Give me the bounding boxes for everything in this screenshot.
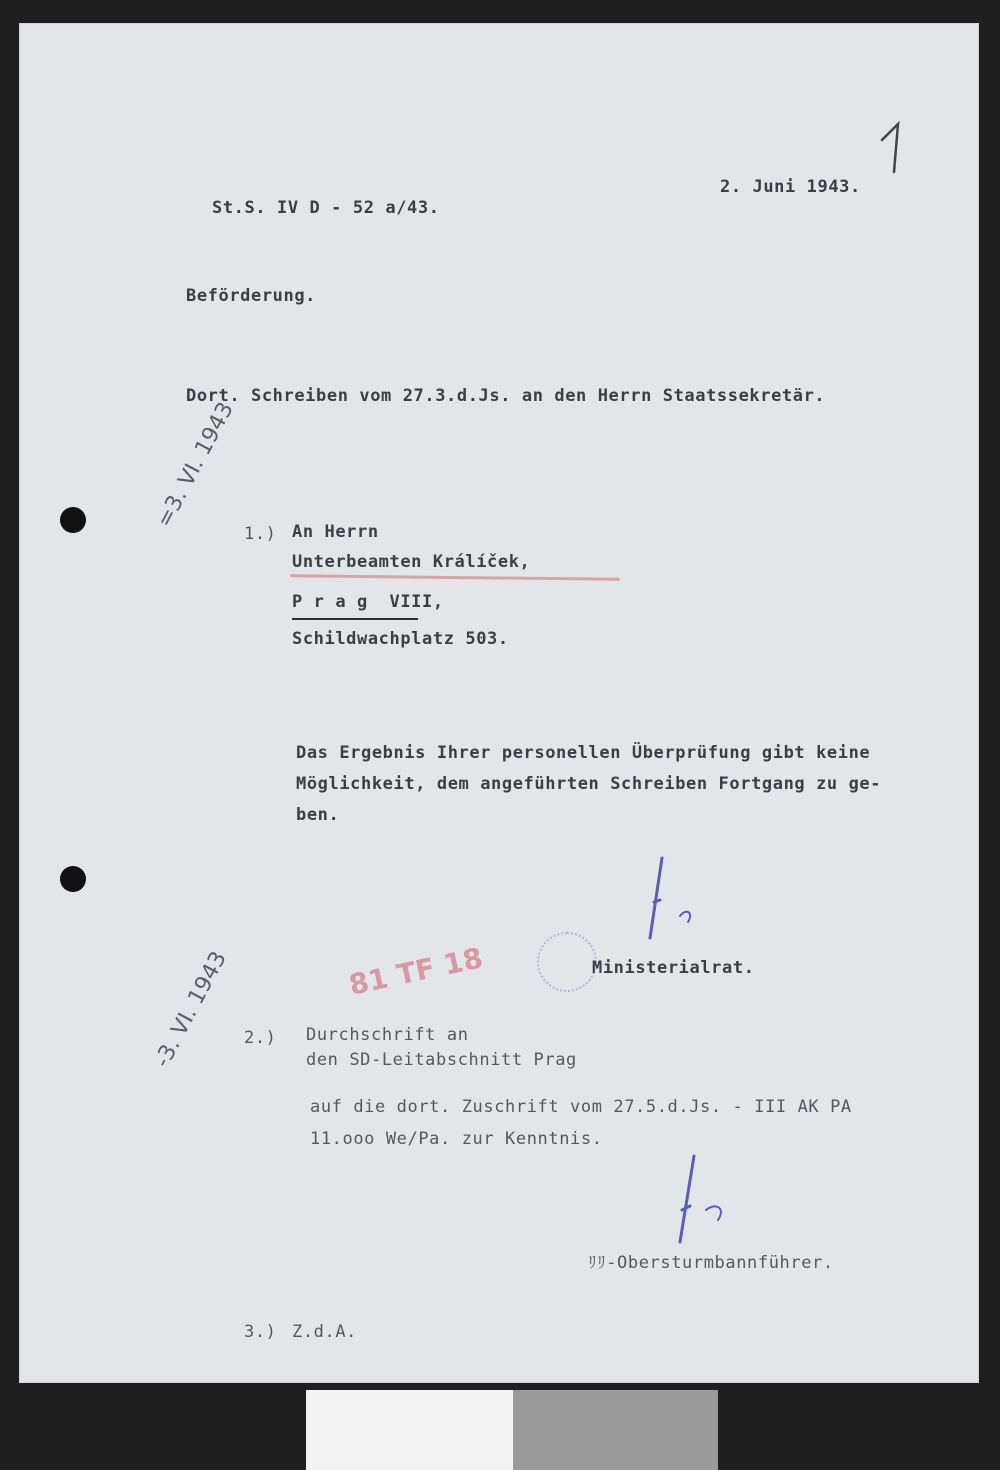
item3-text: Z.d.A. [292, 1322, 358, 1342]
address-line-4: Schildwachplatz 503. [292, 629, 509, 649]
item2-body-2: 11.ooo We/Pa. zur Kenntnis. [310, 1129, 603, 1149]
scan-color-strip-white [306, 1390, 513, 1470]
handwritten-page-number [872, 118, 912, 178]
item2-line-2: den SD-Leitabschnitt Prag [306, 1050, 577, 1070]
body-line-1: Das Ergebnis Ihrer personellen Überprüfung gibt keine [296, 743, 871, 763]
document-date: 2. Juni 1943. [720, 177, 861, 197]
city-underline [292, 618, 418, 620]
scan-color-strip-gray [513, 1390, 718, 1470]
body-line-2: Möglichkeit, dem angeführten Schreiben Fortgang zu ge- [296, 774, 882, 794]
signer-title-1: Ministerialrat. [592, 958, 755, 978]
document-page [20, 24, 978, 1382]
date-stamp-1: =3. VI. 1943 [152, 398, 239, 532]
subject-line: Beförderung. [186, 286, 317, 306]
seal-stamp [537, 932, 597, 992]
address-line-3: P r a g VIII, [292, 592, 444, 612]
punch-hole-top [60, 507, 86, 533]
date-stamp-2: -3. VI. 1943 [150, 947, 232, 1072]
item2-body-1: auf die dort. Zuschrift vom 27.5.d.Js. - III AK PA [310, 1097, 852, 1117]
item2-number: 2.) [244, 1028, 277, 1048]
signature-2 [660, 1150, 750, 1250]
body-line-3: ben. [296, 805, 340, 825]
address-line-1: An Herrn [292, 522, 379, 542]
address-line-2: Unterbeamten Králíček, [292, 552, 531, 572]
signer-title-2: ﾘﾘ-Obersturmbannführer. [588, 1253, 834, 1273]
signature-1 [640, 852, 710, 952]
red-stamp: 81 TF 18 [346, 941, 486, 1002]
punch-hole-bottom [60, 866, 86, 892]
reference-number: St.S. IV D - 52 a/43. [212, 198, 440, 218]
item2-line-1: Durchschrift an [306, 1025, 469, 1045]
reference-line: Dort. Schreiben vom 27.3.d.Js. an den Herrn Staatssekretär. [186, 386, 826, 406]
item1-number: 1.) [244, 524, 277, 544]
item3-number: 3.) [244, 1322, 277, 1342]
